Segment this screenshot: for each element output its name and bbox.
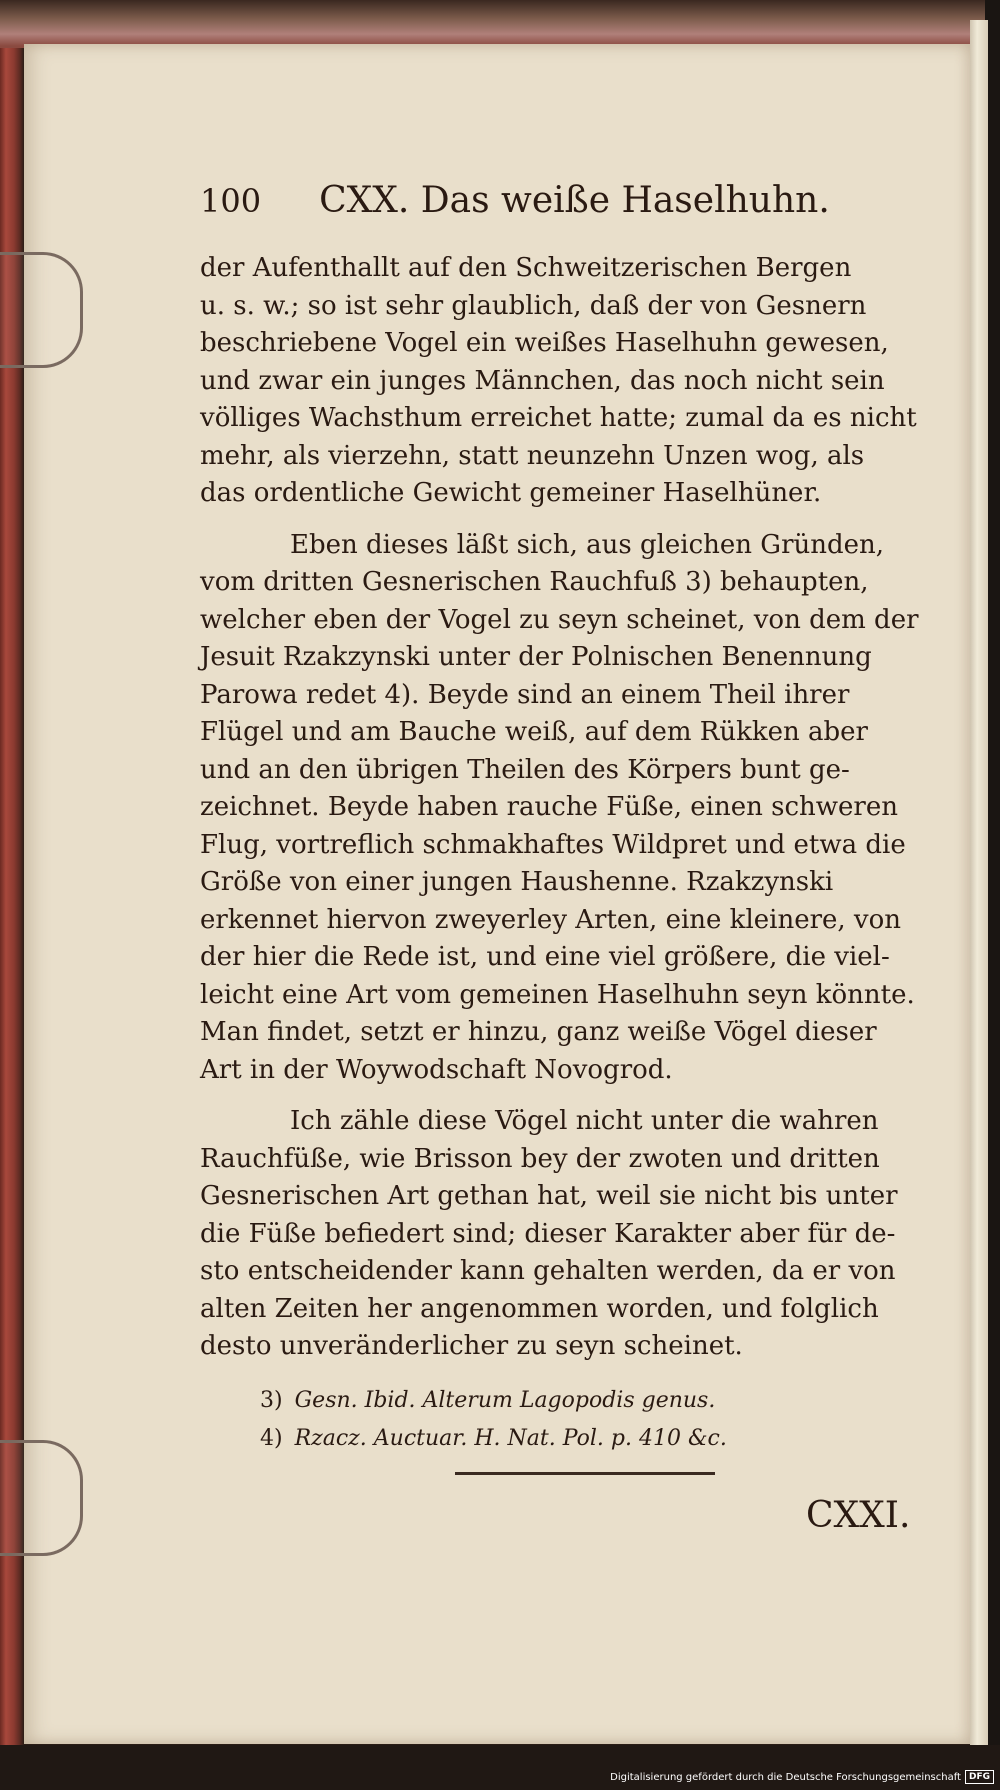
page-text xyxy=(200,180,960,1458)
text-line: und an den übrigen Theilen des Körpers bunt ge- xyxy=(200,754,850,785)
text-line: welcher eben der Vogel zu seyn scheinet, von dem der xyxy=(200,604,919,635)
text-line: desto unveränderlicher zu seyn scheinet. xyxy=(200,1331,743,1361)
text-line: beschriebene Vogel ein weißes Haselhuhn gewesen, xyxy=(200,328,889,358)
footnote xyxy=(200,1420,960,1458)
text-line: Jesuit Rzakzynski unter der Polnischen Benennung xyxy=(200,642,872,672)
text-line: Parowa redet 4). Beyde sind an einem Theil ihrer xyxy=(200,679,850,710)
text-line: der hier die Rede ist, und eine viel größere, die viel- xyxy=(200,942,890,972)
text-line: Rauchfüße, wie Brisson bey der zwoten und dritten xyxy=(200,1143,880,1174)
footnote-text: Gesn. Ibid. Alterum Lagopodis genus. xyxy=(294,1387,716,1413)
page-clip-bottom xyxy=(0,1440,83,1556)
text-line: und zwar ein junges Männchen, das noch nicht sein xyxy=(200,365,885,396)
text-line: erkennet hiervon zweyerley Arten, eine kleinere, von xyxy=(200,904,902,935)
text-line: vom dritten Gesnerischen Rauchfuß 3) behaupten, xyxy=(200,567,869,597)
text-line: völliges Wachsthum erreichet hatte; zumal da es nicht xyxy=(200,403,917,433)
footnotes xyxy=(200,1382,960,1458)
text-line: Ich zähle diese Vögel nicht unter die wahren xyxy=(290,1106,879,1136)
chapter-title: CXX. Das weiße Haselhuhn. xyxy=(319,180,830,221)
text-line: alten Zeiten her angenommen worden, und folglich xyxy=(200,1293,879,1324)
credit-text: Digitalisierung gefördert durch die Deutsche Forschungsgemeinschaft xyxy=(610,1771,961,1783)
text-line: die Füße befiedert sind; dieser Karakter aber für de- xyxy=(200,1218,896,1249)
digitization-credit xyxy=(610,1770,994,1784)
footnote-mark: 4) xyxy=(260,1425,283,1451)
text-line: Eben dieses läßt sich, aus gleichen Gründen, xyxy=(290,529,885,560)
text-line: leicht eine Art vom gemeinen Haselhuhn seyn könnte. xyxy=(200,979,915,1010)
footnote-mark: 3) xyxy=(260,1387,283,1413)
book-top-edge xyxy=(0,0,985,48)
dfg-logo: DFG xyxy=(965,1770,994,1784)
footnote xyxy=(200,1382,960,1420)
page-edge xyxy=(970,20,988,1745)
paragraph-1 xyxy=(200,250,960,513)
footnote-rule xyxy=(455,1472,715,1475)
text-line: Flug, vortreflich schmakhaftes Wildpret und etwa die xyxy=(200,829,906,860)
footnote-text: Rzacz. Auctuar. H. Nat. Pol. p. 410 &c. xyxy=(294,1425,727,1451)
page-clip-top xyxy=(0,252,83,368)
text-line: Man findet, setzt er hinzu, ganz weiße Vögel dieser xyxy=(200,1017,877,1047)
text-line: das ordentliche Gewicht gemeiner Haselhüner. xyxy=(200,478,822,508)
text-line: der Aufenthallt auf den Schweitzerischen Bergen xyxy=(200,253,852,283)
text-line: Flügel und am Bauche weiß, auf dem Rükken aber xyxy=(200,717,868,747)
paragraph-3 xyxy=(200,1103,960,1366)
text-line: Art in der Woywodschaft Novogrod. xyxy=(200,1054,673,1085)
running-header xyxy=(200,180,960,250)
text-line: Gesnerischen Art gethan hat, weil sie nicht bis unter xyxy=(200,1181,898,1211)
text-line: sto entscheidender kann gehalten werden, da er von xyxy=(200,1256,896,1286)
paragraph-2 xyxy=(200,527,960,1090)
catchword: CXXI. xyxy=(806,1495,911,1536)
text-line: zeichnet. Beyde haben rauche Füße, einen schweren xyxy=(200,792,898,822)
text-line: u. s. w.; so ist sehr glaublich, daß der von Gesnern xyxy=(200,290,867,321)
text-line: mehr, als vierzehn, statt neunzehn Unzen wog, als xyxy=(200,440,865,471)
page-number: 100 xyxy=(200,182,262,220)
text-line: Größe von einer jungen Haushenne. Rzakzynski xyxy=(200,867,834,897)
